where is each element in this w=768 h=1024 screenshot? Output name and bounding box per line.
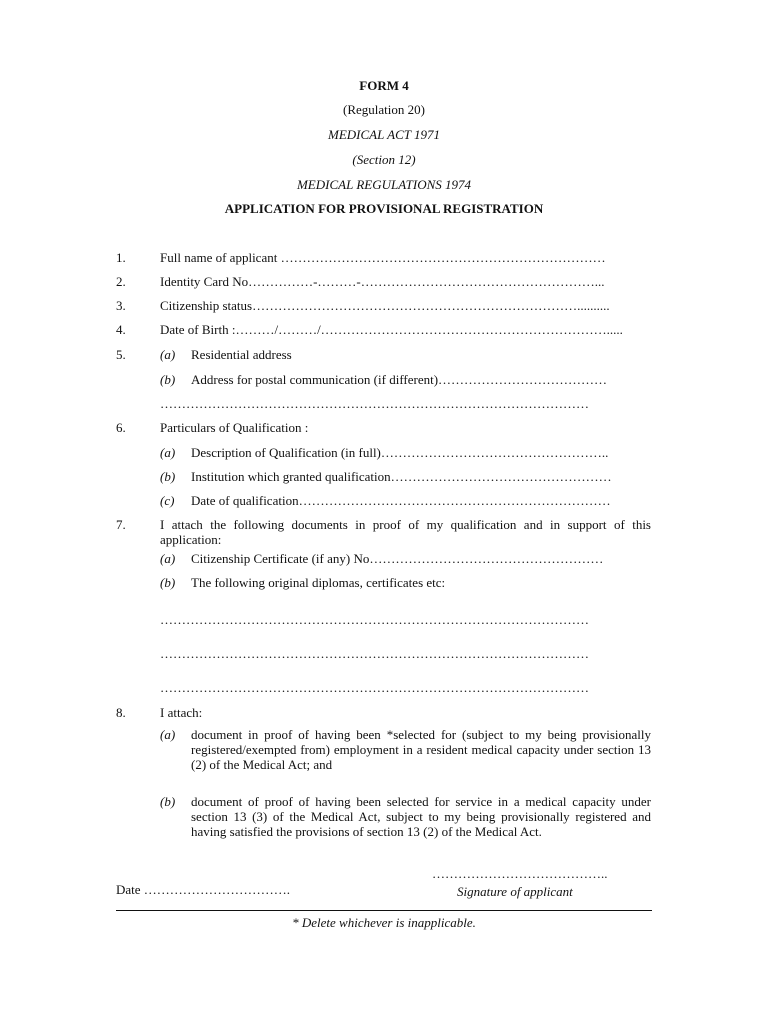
date-field[interactable]: Date …………………………….	[116, 882, 291, 897]
sub-label: (b)	[160, 794, 176, 809]
institution-field[interactable]: Institution which granted qualification……………………………………………	[191, 469, 612, 484]
item-number: 1.	[116, 250, 126, 265]
item-number: 3.	[116, 298, 126, 313]
attach-b-text: document of proof of having been selected for service in a medical capacity under section 13 (3) of the Medical Act, subject to my being provisionally registered and having satisfied the provisions of section 13 (2) of the Medical Act.	[191, 794, 651, 839]
item-number: 6.	[116, 420, 126, 435]
sub-label: (b)	[160, 575, 176, 590]
postal-address-dots[interactable]: ………………………………………………………………………………………	[160, 396, 589, 411]
signature-label: Signature of applicant	[457, 884, 573, 899]
item-number: 5.	[116, 347, 126, 362]
identity-card-field[interactable]: Identity Card No……………-………-………………………………………………...	[160, 274, 605, 289]
qualification-description-field[interactable]: Description of Qualification (in full)……………………………………………..	[191, 445, 609, 460]
signature-field[interactable]: …………………………………..	[432, 866, 608, 881]
item-number: 8.	[116, 705, 126, 720]
sub-label: (a)	[160, 551, 176, 566]
postal-address-field[interactable]: Address for postal communication (if different)…………………………………	[191, 372, 608, 387]
sub-label: (c)	[160, 493, 175, 508]
residential-address-field[interactable]: Residential address	[191, 347, 292, 362]
item-number: 2.	[116, 274, 126, 289]
diplomas-dots[interactable]: ………………………………………………………………………………………	[160, 646, 589, 661]
sub-label: (a)	[160, 727, 176, 742]
item-number: 7.	[116, 517, 126, 532]
section-reference: (Section 12)	[352, 152, 416, 167]
attach-heading: I attach:	[160, 705, 203, 720]
diplomas-label: The following original diplomas, certificates etc:	[191, 575, 446, 590]
sub-label: (b)	[160, 469, 176, 484]
divider	[116, 910, 652, 911]
sub-label: (b)	[160, 372, 176, 387]
citizenship-certificate-field[interactable]: Citizenship Certificate (if any) No………………………………………………	[191, 551, 604, 566]
qualification-date-field[interactable]: Date of qualification………………………………………………………………	[191, 493, 611, 508]
act-reference: MEDICAL ACT 1971	[328, 127, 440, 142]
full-name-field[interactable]: Full name of applicant …………………………………………………………………	[160, 250, 606, 265]
footnote: * Delete whichever is inapplicable.	[292, 915, 476, 930]
qualification-heading: Particulars of Qualification :	[160, 420, 309, 435]
documents-statement: I attach the following documents in proof of my qualification and in support of this application:	[160, 517, 651, 547]
regulation-reference: (Regulation 20)	[343, 102, 425, 117]
diplomas-dots[interactable]: ………………………………………………………………………………………	[160, 612, 589, 627]
sub-label: (a)	[160, 347, 176, 362]
page-title: APPLICATION FOR PROVISIONAL REGISTRATION	[224, 201, 544, 216]
attach-a-text: document in proof of having been *selected for (subject to my being provisionally registered/exempted from) employment in a resident medical capacity under section 13 (2) of the Medical Act; and	[191, 727, 651, 772]
item-number: 4.	[116, 322, 126, 337]
sub-label: (a)	[160, 445, 176, 460]
citizenship-field[interactable]: Citizenship status…………………………………………………………………..........	[160, 298, 610, 313]
regulations-reference: MEDICAL REGULATIONS 1974	[296, 177, 472, 192]
date-of-birth-field[interactable]: Date of Birth :………/………/………………………………………………………….....	[160, 322, 623, 337]
form-number: FORM 4	[359, 78, 409, 93]
diplomas-dots[interactable]: ………………………………………………………………………………………	[160, 680, 589, 695]
